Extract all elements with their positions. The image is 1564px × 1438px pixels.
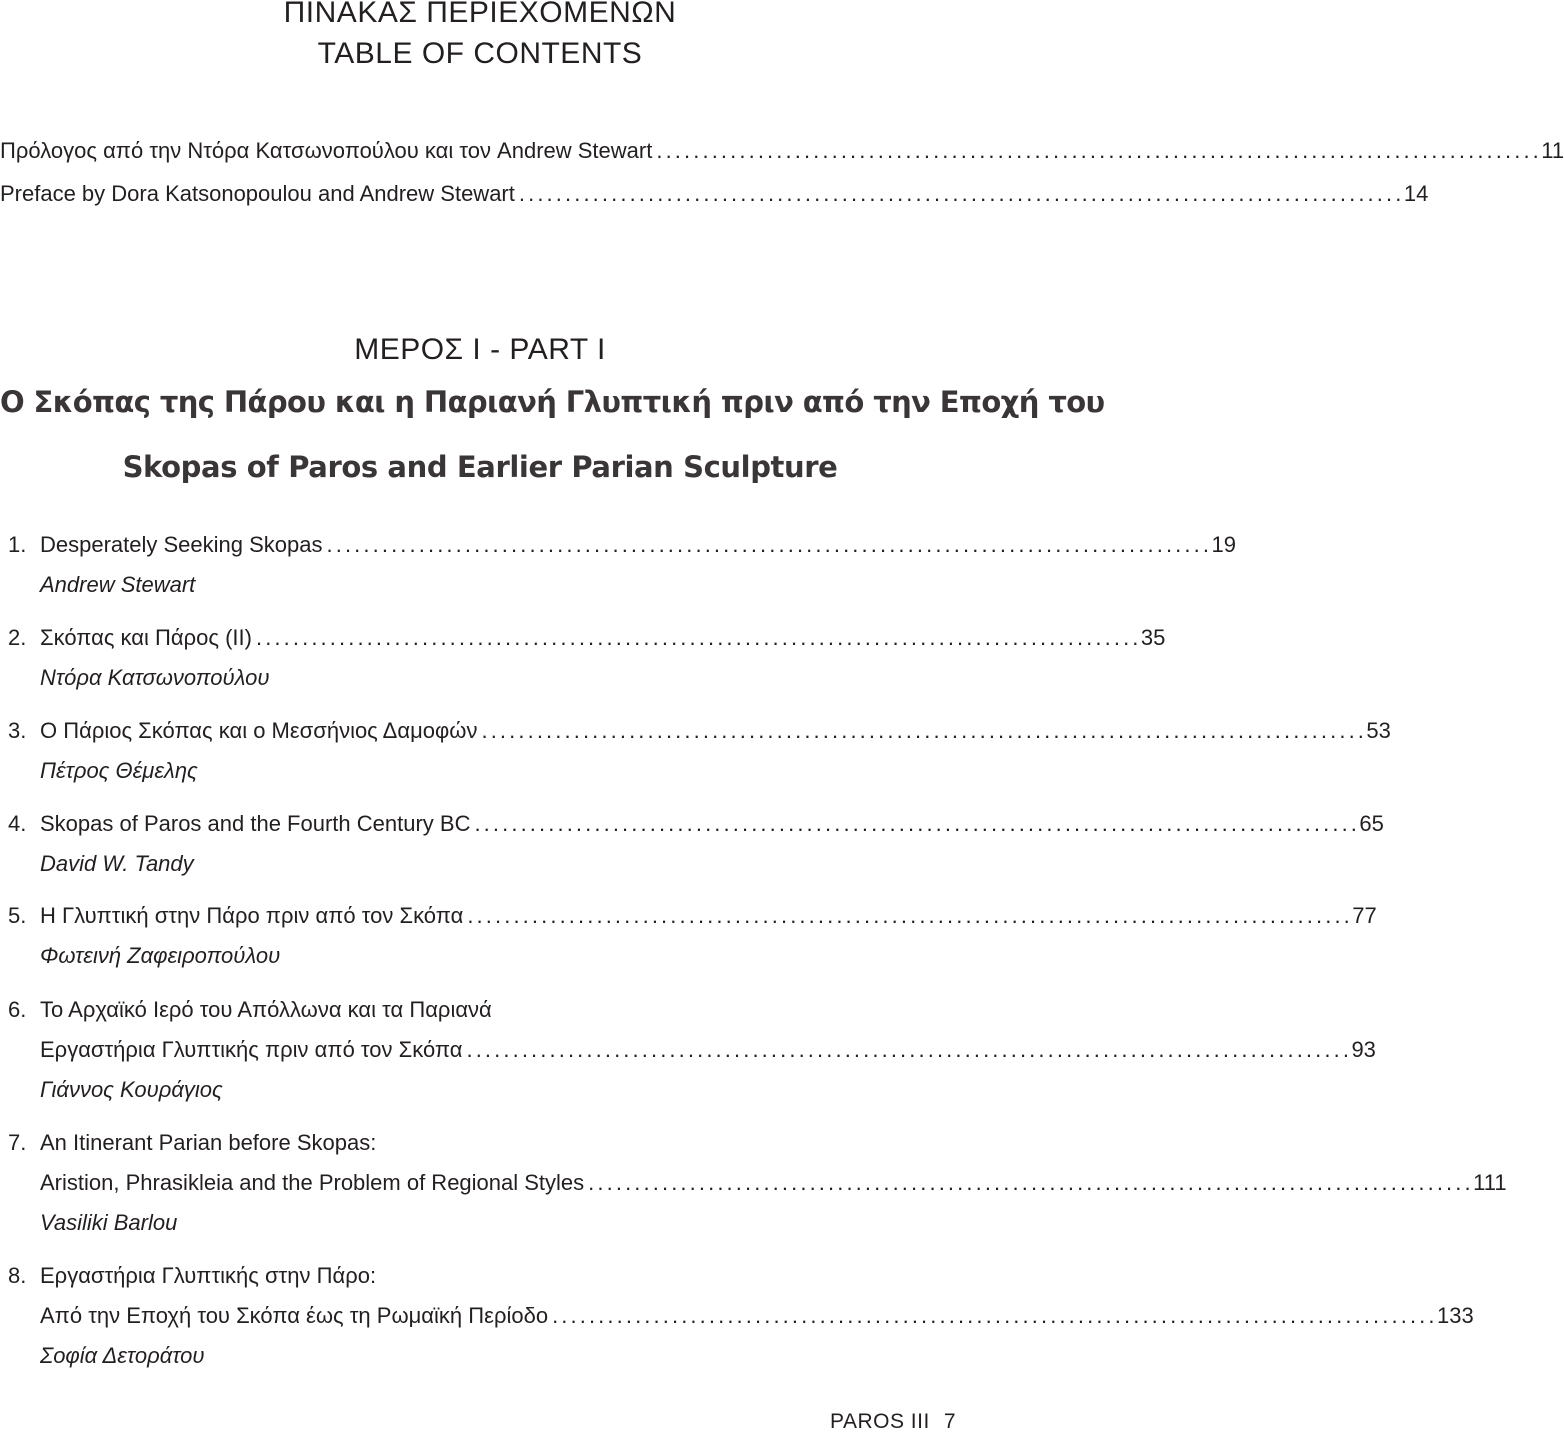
dot-leader [466,1037,1347,1063]
toc-entry-title: Preface by Dora Katsonopoulou and Andrew Stewart [0,181,515,206]
toc-entry-7-line1[interactable] [8,1130,376,1156]
toc-entry-author: David W. Tandy [40,851,194,876]
toc-page-number: 35 [1140,625,1166,650]
toc-entry-title: An Itinerant Parian before Skopas: [40,1130,377,1155]
toc-entry-author: Φωτεινή Ζαφειροπούλου [40,943,281,968]
toc-page-number: 65 [1359,811,1384,836]
toc-entry-author: Σοφία Δετοράτου [40,1343,205,1368]
toc-entry-number: 2. [8,625,27,650]
toc-entry-title: Σκόπας και Πάρος (ΙΙ) [40,625,252,650]
dot-leader [256,625,1137,651]
page-title-english: TABLE OF CONTENTS [317,37,643,70]
toc-entry-title: Το Αρχαϊκό Ιερό του Απόλλωνα και τα Παριανά [40,997,492,1022]
folio-number: 7 [943,1410,956,1433]
toc-entry-title-continued: Εργαστήρια Γλυπτικής πριν από τον Σκόπα [40,1037,463,1062]
part-heading: ΜΕΡΟΣ I - PART I [354,333,606,366]
toc-entry-number: 7. [8,1130,27,1155]
dot-leader [467,903,1348,929]
dot-leader [588,1170,1469,1196]
toc-page-number: 77 [1352,903,1377,928]
toc-entry-number: 3. [8,718,27,743]
dot-leader [552,1303,1433,1329]
toc-page-number: 11 [1541,138,1564,163]
page-title-greek: ΠΙΝΑΚΑΣ ΠΕΡΙΕΧΟΜΕΝΩΝ [283,0,677,29]
toc-entry-title: Εργαστήρια Γλυπτικής στην Πάρο: [40,1263,377,1288]
toc-page-number: 14 [1403,181,1429,206]
running-title: PAROS III [830,1410,930,1433]
toc-page-number: 111 [1473,1170,1507,1195]
toc-entry-3[interactable] [8,718,1391,744]
toc-entry-author: Γιάννος Κουράγιος [40,1077,223,1102]
toc-entry-number: 8. [8,1263,27,1288]
toc-entry-8-line1[interactable] [8,1263,376,1289]
toc-page-number: 93 [1351,1037,1376,1062]
toc-entry-2[interactable] [8,625,1166,651]
toc-entry-7[interactable] [40,1170,1507,1196]
toc-entry-number: 6. [8,997,27,1022]
toc-entry-title: Desperately Seeking Skopas [40,532,323,557]
toc-entry-8[interactable] [40,1303,1474,1329]
toc-entry-author: Πέτρος Θέμελης [40,758,198,783]
toc-page-number: 19 [1211,532,1236,557]
toc-page-number: 53 [1366,718,1391,743]
toc-entry-title: Ο Πάριος Σκόπας και ο Μεσσήνιος Δαμοφών [40,718,478,743]
toc-entry-preface-english[interactable] [0,181,1429,207]
toc-entry-number: 1. [8,532,27,557]
toc-entry-6-line1[interactable] [8,997,492,1023]
toc-entry-author: Andrew Stewart [40,572,196,597]
page-footer [830,1410,956,1434]
toc-entry-1[interactable] [8,532,1236,558]
toc-page-number: 133 [1437,1303,1474,1328]
toc-entry-title-continued: Από την Εποχή του Σκόπα έως τη Ρωμαϊκή Περίοδο [40,1303,549,1328]
dot-leader [481,718,1362,744]
part-title-greek: Ο Σκόπας της Πάρου και η Παριανή Γλυπτική πριν από την Εποχή του [0,385,1105,419]
dot-leader [474,811,1355,837]
toc-entry-author: Vasiliki Barlou [40,1210,178,1235]
toc-entry-title: Skopas of Paros and the Fourth Century BC [40,811,471,836]
toc-entry-number: 4. [8,811,27,836]
toc-entry-author: Ντόρα Κατσωνοπούλου [40,665,270,690]
toc-entry-preface-greek[interactable] [0,138,1564,164]
toc-entry-title: Η Γλυπτική στην Πάρο πριν από τον Σκόπα [40,903,464,928]
dot-leader [656,138,1537,164]
toc-entry-title-continued: Aristion, Phrasikleia and the Problem of Regional Styles [40,1170,585,1195]
dot-leader [327,532,1208,558]
toc-entry-5[interactable] [8,903,1377,929]
toc-entry-number: 5. [8,903,27,928]
dot-leader [519,181,1400,207]
part-title-english: Skopas of Paros and Earlier Parian Sculpture [122,450,838,484]
toc-entry-6[interactable] [40,1037,1376,1063]
toc-entry-title: Πρόλογος από την Ντόρα Κατσωνοπούλου και τον Andrew Stewart [0,138,653,163]
toc-entry-4[interactable] [8,811,1384,837]
